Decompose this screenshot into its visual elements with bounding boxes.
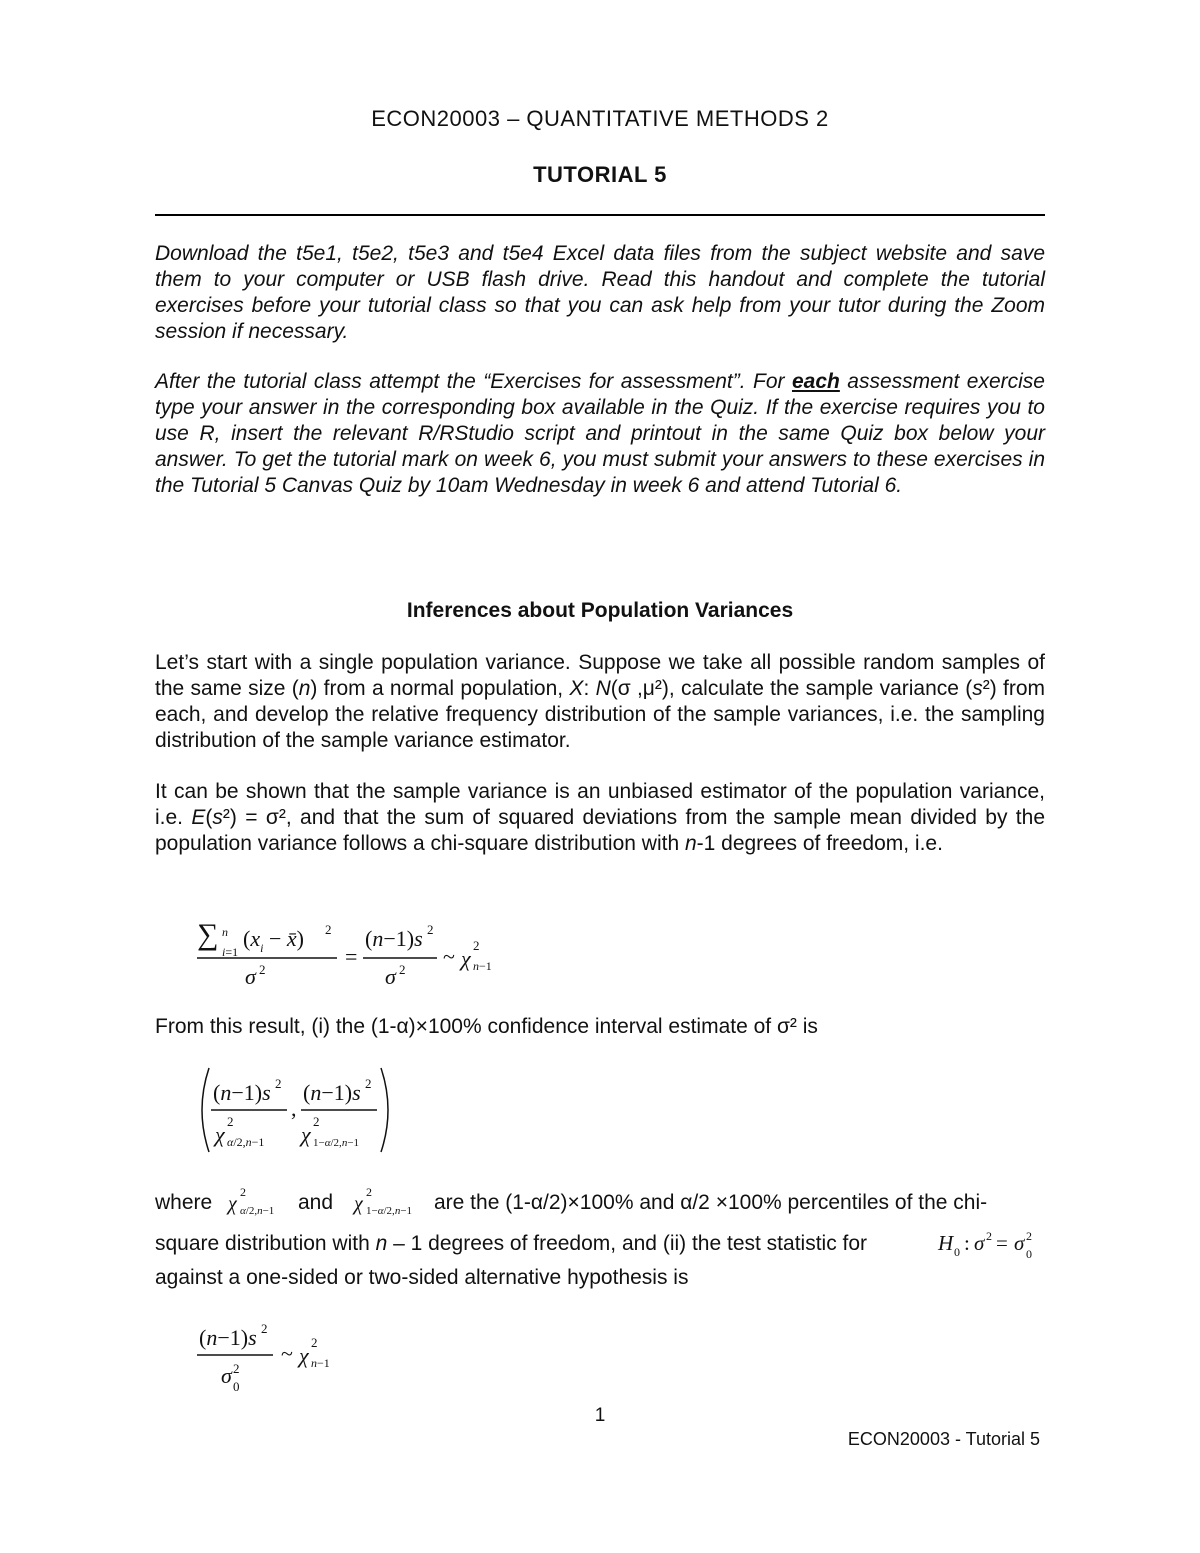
- chi-square-formula: [195, 912, 495, 992]
- svg-text:σ: σ: [245, 964, 256, 989]
- svg-text:~: ~: [443, 944, 455, 969]
- paragraph-unbiased: [155, 779, 1045, 857]
- confidence-interval-formula: [195, 1062, 405, 1158]
- p6-line: against a one-sided or two-sided alternative hypothesis is: [155, 1266, 689, 1289]
- p5-n: n: [375, 1232, 388, 1255]
- svg-text:n−1: n−1: [311, 1356, 330, 1370]
- svg-text:1−α/2,n−1: 1−α/2,n−1: [313, 1137, 360, 1149]
- p5-line: [155, 1231, 935, 1257]
- svg-text:∑: ∑: [197, 918, 219, 951]
- null-hypothesis-formula: [936, 1226, 1046, 1262]
- svg-text:=: =: [996, 1231, 1008, 1255]
- svg-text:i=1: i=1: [222, 945, 239, 959]
- svg-text:χ: χ: [215, 1122, 225, 1147]
- svg-text:2: 2: [311, 1335, 318, 1350]
- p2-text-c: ²) = σ², and that the sum of squared deviations from the sample mean divided by the population variance follows a chi-square distribution with: [155, 806, 1046, 855]
- svg-text::: :: [964, 1231, 970, 1255]
- p5-text-b: – 1 degrees of freedom, and (ii) the test statistic for: [387, 1232, 868, 1255]
- test-statistic-formula: [195, 1315, 355, 1395]
- download-instructions: Download the t5e1, t5e2, t5e3 and t5e4 Excel data files from the subject website and save them to your computer or USB flash drive. Read this handout and complete the tutorial exercises before your tutorial class so that you can ask help from your tutor during the Zoom session if necessary.: [155, 242, 1045, 343]
- svg-text:2: 2: [259, 962, 266, 977]
- svg-text:(n−1)s: (n−1)s: [365, 926, 423, 951]
- svg-text:2: 2: [227, 1114, 234, 1129]
- svg-text:α/2,n−1: α/2,n−1: [227, 1135, 265, 1149]
- p4-and: and: [298, 1191, 334, 1214]
- p4-percentiles-text: are the (1-α/2)×100% and α/2 ×100% percentiles of the chi-: [434, 1191, 988, 1214]
- svg-text:2: 2: [261, 1321, 268, 1336]
- p2-text-d: -1 degrees of freedom, i.e.: [696, 832, 943, 855]
- p1-text-c: :: [583, 677, 596, 700]
- svg-text:=: =: [345, 944, 358, 969]
- p1-text-a: Let’s start with a single population variance. Suppose we take all possible random samples of the same size (: [155, 651, 1045, 700]
- svg-text:0: 0: [954, 1245, 960, 1259]
- svg-text:0: 0: [233, 1379, 240, 1394]
- assessment-text-1: After the tutorial class attempt the “Exercises for assessment”. For: [155, 370, 792, 393]
- svg-text:2: 2: [399, 962, 406, 977]
- paragraph-single-variance: [155, 650, 1045, 754]
- section-heading: Inferences about Population Variances: [406, 599, 794, 622]
- svg-text:σ: σ: [974, 1231, 985, 1255]
- footer-label: ECON20003 - Tutorial 5: [847, 1429, 1040, 1449]
- p2-E: E: [191, 806, 206, 829]
- p2-text-a: It can be shown that the sample variance is an unbiased estimator of the population variance, i.e.: [155, 780, 1045, 829]
- svg-text:2: 2: [986, 1229, 992, 1243]
- p5-text-a: square distribution with: [155, 1232, 376, 1255]
- svg-text:χ: χ: [299, 1343, 309, 1368]
- svg-text:0: 0: [1026, 1247, 1032, 1261]
- p1-text-e: ²) from each, and develop the relative frequency distribution of the sample variances, i.e. the sampling distribution of the sample variance estimator.: [155, 677, 1046, 752]
- header-divider: [155, 214, 1045, 216]
- p2-text-b: (: [205, 806, 213, 829]
- p1-s: s: [972, 677, 983, 700]
- assessment-instructions: [155, 369, 1045, 499]
- svg-text:σ: σ: [1014, 1231, 1025, 1255]
- svg-text:2: 2: [313, 1114, 320, 1129]
- svg-text:σ: σ: [385, 964, 396, 989]
- svg-text:~: ~: [281, 1341, 293, 1366]
- svg-text:(n−1)s: (n−1)s: [303, 1080, 361, 1105]
- svg-text:χ: χ: [354, 1193, 363, 1215]
- p1-N: N: [595, 677, 611, 700]
- p1-n: n: [298, 677, 311, 700]
- svg-text:2: 2: [275, 1076, 282, 1091]
- p4-where: where: [155, 1191, 213, 1214]
- paragraph-ci-intro: From this result, (i) the (1-α)×100% confidence interval estimate of σ² is: [155, 1015, 818, 1038]
- page-number: 1: [594, 1405, 606, 1426]
- assessment-emphasis: each: [791, 370, 840, 393]
- svg-text:n−1: n−1: [473, 959, 492, 973]
- tutorial-title: TUTORIAL 5: [533, 162, 667, 187]
- svg-text:α/2,n−1: α/2,n−1: [240, 1205, 275, 1217]
- svg-text:(n−1)s: (n−1)s: [213, 1080, 271, 1105]
- svg-text:2: 2: [427, 922, 434, 937]
- p1-X: X: [569, 677, 584, 700]
- svg-text:χ: χ: [228, 1193, 237, 1215]
- svg-text:n: n: [222, 925, 228, 939]
- p1-text-d: (σ ,μ²), calculate the sample variance (: [610, 677, 973, 700]
- svg-text:χ: χ: [301, 1122, 311, 1147]
- svg-text:2: 2: [1026, 1229, 1032, 1243]
- svg-text:,: ,: [291, 1096, 297, 1121]
- svg-text:(xi − x̄): ($x_i$ − x̄): [243, 926, 304, 955]
- p1-text-b: ) from a normal population,: [310, 677, 570, 700]
- p2-n: n: [684, 832, 697, 855]
- course-title: ECON20003 – QUANTITATIVE METHODS 2: [371, 106, 829, 131]
- svg-text:2: 2: [240, 1185, 246, 1199]
- chi-one-minus-alpha-half-symbol: [352, 1184, 432, 1220]
- svg-text:(n−1)s: (n−1)s: [199, 1325, 257, 1350]
- svg-text:2: 2: [325, 922, 332, 937]
- svg-text:1−α/2,n−1: 1−α/2,n−1: [366, 1205, 413, 1217]
- svg-text:2: 2: [473, 938, 480, 953]
- p2-s: s: [212, 806, 223, 829]
- assessment-text-2: assessment exercise type your answer in the corresponding box available in the Quiz. If the exercise requires you to use R, insert the relevant R/RStudio script and printout in the same Quiz box below your answer. To get the tutorial mark on week 6, you must submit your answers to these exercises in the Tutorial 5 Canvas Quiz by 10am Wednesday in week 6 and attend Tutorial 6.: [155, 370, 1045, 497]
- svg-text:2: 2: [366, 1185, 372, 1199]
- svg-text:σ: σ: [221, 1363, 232, 1388]
- svg-text:2: 2: [365, 1076, 372, 1091]
- svg-text:2: 2: [233, 1361, 240, 1376]
- chi-alpha-half-symbol: [226, 1184, 296, 1220]
- svg-text:H: H: [938, 1231, 954, 1255]
- svg-text:χ: χ: [461, 946, 471, 971]
